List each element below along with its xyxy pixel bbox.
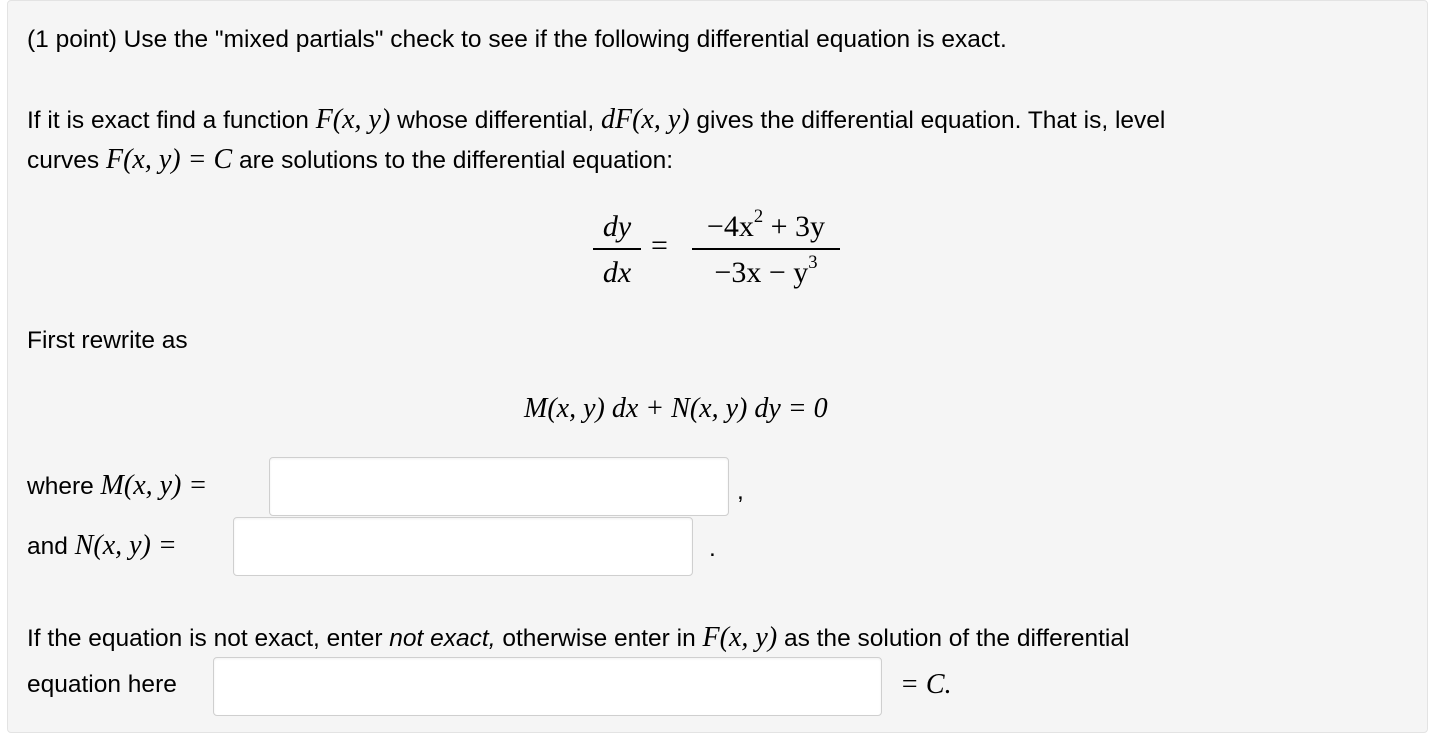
ode-rhs-fraction-bar bbox=[692, 248, 840, 250]
ode-equals: = bbox=[651, 229, 668, 262]
rewrite-label: First rewrite as bbox=[27, 327, 188, 354]
final-line-1 bbox=[27, 624, 1129, 652]
final-text-c: as the solution of the differential bbox=[777, 625, 1130, 652]
M-label-row bbox=[27, 472, 207, 500]
final-text-b: otherwise enter in bbox=[495, 625, 703, 652]
intro-line-2 bbox=[27, 146, 673, 174]
math-N-xy: N(x, y) = bbox=[74, 530, 177, 561]
math-final-F: F(x, y) bbox=[702, 622, 778, 653]
ode-rhs-numerator bbox=[692, 206, 840, 243]
problem-header: (1 point) Use the "mixed partials" check to see if the following differential equation is exact. bbox=[27, 26, 1007, 53]
M-suffix-comma: , bbox=[737, 478, 744, 505]
problem-panel bbox=[7, 0, 1428, 733]
ode-lhs-fraction bbox=[593, 212, 641, 288]
ode-rhs-num-part-b: + 3y bbox=[763, 210, 826, 243]
N-label-row bbox=[27, 532, 177, 560]
intro-text-a: If it is exact find a function bbox=[27, 107, 316, 134]
math-dF-xy: dF(x, y) bbox=[600, 104, 690, 135]
intro-text-c: gives the differential equation. That is, level bbox=[689, 107, 1166, 134]
math-level-curve: F(x, y) = C bbox=[105, 144, 233, 175]
N-answer-input[interactable] bbox=[233, 517, 693, 576]
rewrite-equation: M(x, y) dx + N(x, y) dy = 0 bbox=[524, 393, 828, 424]
ode-rhs-denominator bbox=[692, 251, 840, 289]
F-answer-input[interactable] bbox=[213, 657, 882, 716]
intro-text-e: are solutions to the differential equation: bbox=[232, 147, 674, 174]
ode-lhs-denominator: dx bbox=[602, 255, 632, 289]
final-text-a: If the equation is not exact, enter bbox=[27, 625, 390, 652]
ode-rhs-den-exponent: 3 bbox=[808, 251, 818, 273]
ode-lhs-numerator: dy bbox=[602, 210, 632, 243]
ode-rhs-fraction bbox=[692, 206, 840, 289]
where-label: where bbox=[27, 473, 101, 500]
final-line-2: equation here bbox=[27, 671, 177, 698]
math-M-xy: M(x, y) = bbox=[100, 470, 208, 501]
intro-text-b: whose differential, bbox=[390, 107, 601, 134]
and-label: and bbox=[27, 533, 75, 560]
intro-line-1 bbox=[27, 106, 1165, 134]
M-answer-input[interactable] bbox=[269, 457, 729, 516]
intro-text-d: curves bbox=[27, 147, 106, 174]
ode-lhs-fraction-bar bbox=[593, 248, 641, 250]
final-equals-C: = C. bbox=[900, 669, 952, 700]
math-F-xy: F(x, y) bbox=[315, 104, 391, 135]
ode-rhs-num-exponent: 2 bbox=[753, 206, 764, 228]
final-not-exact: not exact, bbox=[389, 625, 496, 652]
N-suffix-period: . bbox=[709, 535, 716, 562]
ode-rhs-den-part-a: −3x − y bbox=[714, 255, 809, 289]
ode-rhs-num-part-a: −4x bbox=[706, 210, 754, 243]
